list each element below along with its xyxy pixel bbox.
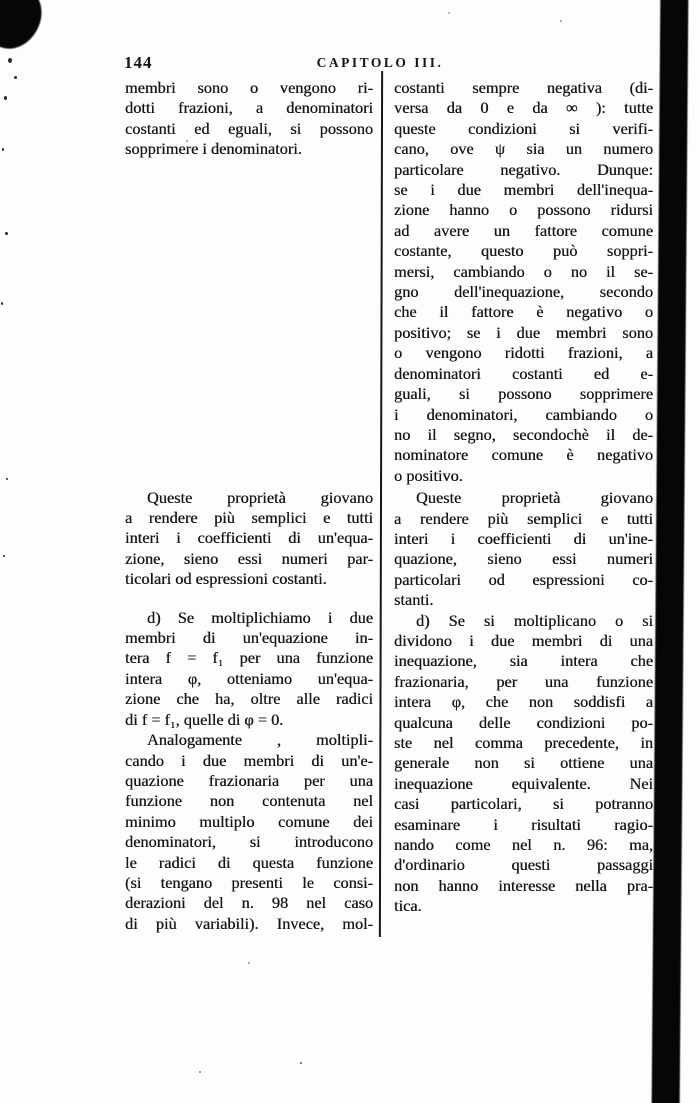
text-line: zione che ha, oltre alle radici [125,689,373,709]
text-line: interi i coefficienti di un'equa- [125,528,373,548]
text-line: nando come nel n. 96: ma, [394,835,653,855]
text-line: inequazione equivalente. Nei [394,773,653,793]
text-line: zione hanno o possono ridursi [394,200,653,220]
text-line: quazione frazionaria per una [125,770,373,790]
scan-speck [1,302,3,305]
scan-speck [248,962,250,964]
text-line: se i due membri dell'inequa- [394,180,653,200]
text-line: mersi, cambiando o no il se- [394,261,653,281]
paragraph [394,488,653,610]
text-line: tera f = f₁ per una funzione [125,648,373,668]
column-divider-rule [379,71,383,937]
text-line: interi i coefficienti di un'ine- [394,528,653,548]
text-line: minimo multiplo comune dei [125,811,373,831]
scan-speck [5,232,8,235]
text-line: d) Se moltiplichiamo i due [147,607,373,627]
paragraph [394,611,653,917]
scan-speck [199,1071,201,1073]
chapter-header: CAPITOLO III. [316,55,444,70]
text-line: gno dell'inequazione, secondo [394,282,653,302]
text-line: costanti sempre negativa (di- [394,78,653,97]
text-line: queste condizioni si verifi- [394,118,653,138]
text-line: a rendere più semplici e tutti [125,508,373,528]
scan-ink-blotch [0,0,50,57]
text-line: ad avere un fattore comune [394,220,653,240]
text-line: guali, si possono sopprimere [394,384,653,404]
paragraph [394,78,653,486]
scan-gutter-shadow [652,0,689,1103]
text-line: esaminare i risultati ragio- [394,814,653,834]
text-line: o vengono ridotti frazioni, a [394,343,653,363]
text-line: membri sono o vengono ri- [125,78,373,97]
text-line: Queste proprietà giovano [147,487,373,507]
text-line: qualcuna delle condizioni po- [394,712,653,732]
text-line: non hanno interesse nella pra- [394,875,653,895]
text-line: Analogamente , moltipli- [147,730,373,750]
text-line: stanti. [394,590,434,610]
text-line: versa da 0 e da ∞ ): tutte [394,98,653,118]
text-line: che il fattore è negativo o [394,302,653,322]
scan-speck [300,1062,302,1064]
text-line: o positivo. [394,465,463,485]
text-line: le radici di questa funzione [125,852,373,872]
text-line: a rendere più semplici e tutti [394,508,653,528]
scan-speck [6,478,8,480]
scan-speck [448,12,450,14]
right-column [394,78,653,917]
text-line: d) Se si moltiplicano o si [416,610,653,630]
text-line: funzione non contenuta nel [125,791,373,811]
scan-speck [14,76,17,79]
text-line: costanti ed eguali, si possono [125,118,373,138]
text-line: frazionaria, per una funzione [394,671,653,691]
paragraph [125,608,373,730]
text-line: di f = f₁, quelle di φ = 0. [125,709,284,729]
text-line: intera φ, che non soddisfi a [394,692,653,712]
text-line: i denominatori, cambiando o [394,404,653,424]
text-line: derazioni del n. 98 nel caso [125,893,373,913]
text-line: (si tengano presenti le consi- [125,872,373,892]
page-number: 144 [124,53,153,72]
left-column [125,78,373,934]
text-line: casi particolari, si potranno [394,794,653,814]
text-line: cano, ove ψ sia un numero [394,139,653,159]
text-line: cando i due membri di un'e- [125,750,373,770]
text-line: denominatori, si introducono [125,832,373,852]
text-line: d'ordinario questi passaggi [394,855,653,875]
text-line: intera φ, otteniamo un'equa- [125,668,373,688]
text-line: nominatore comune è negativo [394,445,653,465]
text-line: quazione, sieno essi numeri [394,549,653,569]
text-line: Queste proprietà giovano [416,488,653,508]
text-line: positivo; se i due membri sono [394,322,653,342]
text-line: dividono i due membri di una [394,630,653,650]
text-line: particolare negativo. Dunque: [394,159,653,179]
scan-speck [4,96,7,100]
text-line: generale non si ottiene una [394,753,653,773]
text-line: ste nel comma precedente, in [394,733,653,752]
scan-speck [3,555,5,557]
paragraph [125,730,373,934]
text-line: sopprimere i denominatori. [125,139,302,159]
text-line: particolari od espressioni co- [394,569,653,589]
scan-speck [560,20,562,22]
text-line: costante, questo può soppri- [394,241,653,261]
text-line: inequazione, sia intera che [394,651,653,671]
text-line: no il segno, secondochè il de- [394,424,653,444]
text-line: dotti frazioni, a denominatori [125,98,373,118]
text-line: denominatori costanti ed e- [394,363,653,383]
text-line: membri di un'equazione in- [125,628,373,648]
text-line: ticolari od espressioni costanti. [125,569,327,589]
paragraph [125,488,373,590]
text-line: di più variabili). Invece, mol- [125,913,373,933]
text-line: zione, sieno essi numeri par- [125,548,373,568]
paragraph [125,78,373,160]
text-line: tica. [394,896,422,916]
scan-speck [2,148,4,151]
running-header [0,53,700,73]
